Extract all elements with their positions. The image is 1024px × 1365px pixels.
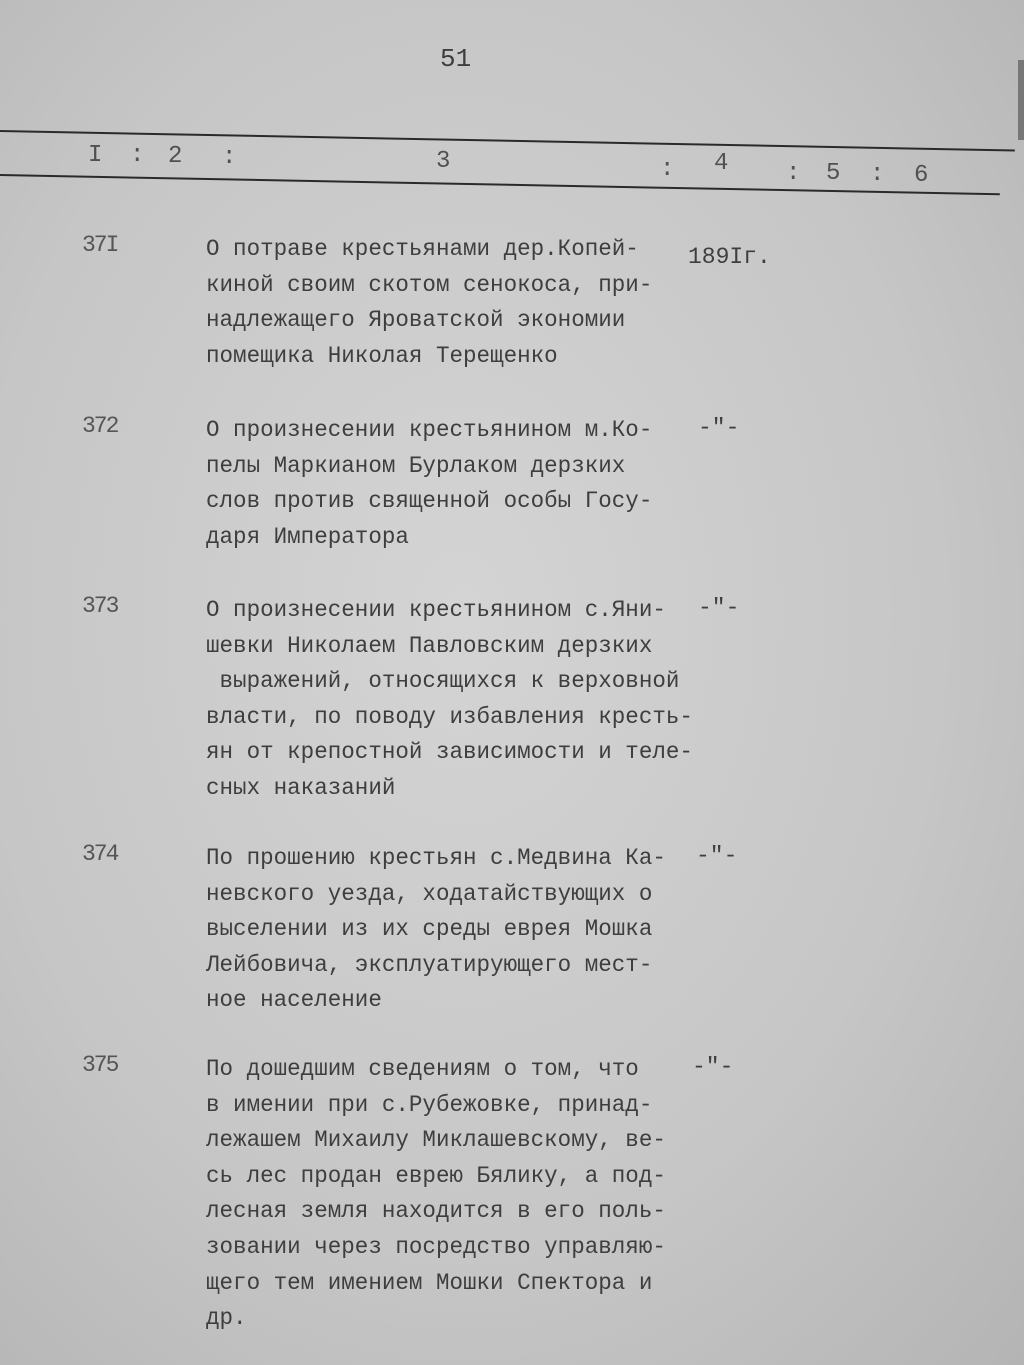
description-line: По прошению крестьян с.Медвина Ка-	[206, 845, 666, 871]
description-line: зовании через посредство управляю-	[206, 1233, 666, 1260]
description-line: О произнесении крестьянином с.Яни-	[206, 597, 666, 623]
column-header-4: 4	[714, 150, 729, 177]
description-line: ное население	[206, 987, 382, 1014]
description-line: выражений, относящихся к верховной	[206, 668, 680, 695]
column-separator: :	[222, 144, 237, 171]
column-separator: :	[870, 161, 885, 188]
description-line: даря Императора	[206, 523, 409, 550]
description-line: О потраве крестьянами дер.Копей-	[206, 236, 639, 262]
entry-description	[206, 1052, 666, 1337]
description-line: слов против священной особы Госу-	[206, 488, 653, 515]
column-header-2: 2	[168, 143, 183, 170]
column-separator: :	[786, 160, 801, 187]
description-line: По дошедшим сведениям о том, что	[206, 1056, 639, 1082]
description-line: лесная земля находится в его поль-	[206, 1198, 666, 1225]
entry-number: 374	[82, 841, 118, 867]
entry-description	[206, 232, 652, 374]
description-line: сь лес продан еврею Бялику, а под-	[206, 1162, 666, 1189]
column-separator: :	[660, 156, 675, 183]
description-line: в имении при с.Рубежовке, принад-	[206, 1091, 653, 1118]
column-header-1: I	[88, 142, 103, 169]
entry-date: -"-	[696, 843, 738, 869]
entry-number: 37I	[82, 232, 118, 258]
entry-description	[206, 841, 666, 1019]
description-line: власти, по поводу избавления кресть-	[206, 703, 693, 730]
entry-number: 372	[82, 413, 118, 439]
column-header-3: 3	[436, 148, 451, 175]
entry-description	[206, 413, 652, 555]
page-edge	[1018, 60, 1024, 140]
entry-number: 373	[82, 593, 118, 619]
column-separator: :	[130, 142, 145, 169]
description-line: Лейбовича, эксплуатирующего мест-	[206, 951, 653, 978]
description-line: ян от крепостной зависимости и теле-	[206, 739, 693, 766]
description-line: др.	[206, 1305, 247, 1332]
entry-date: -"-	[698, 415, 740, 441]
entry-date: -"-	[692, 1054, 734, 1080]
description-line: лежашем Михаилу Миклашевскому, ве-	[206, 1127, 666, 1154]
column-header-5: 5	[826, 160, 841, 187]
description-line: киной своим скотом сенокоса, при-	[206, 271, 653, 298]
description-line: О произнесении крестьянином м.Ко-	[206, 417, 653, 443]
entry-number: 375	[82, 1052, 118, 1078]
entry-description	[206, 593, 693, 807]
header-rule-bottom	[0, 174, 1000, 195]
header-rule-top	[0, 130, 1015, 151]
description-line: пелы Маркианом Бурлаком дерзких	[206, 452, 626, 479]
entry-date: 189Iг.	[688, 244, 771, 270]
description-line: помещика Николая Терещенко	[206, 342, 558, 369]
description-line: щего тем имением Мошки Спектора и	[206, 1269, 653, 1296]
column-header-6: 6	[914, 162, 929, 189]
page-number: 51	[440, 44, 472, 74]
description-line: шевки Николаем Павловским дерзких	[206, 632, 653, 659]
description-line: надлежащего Яроватской экономии	[206, 307, 626, 334]
description-line: невского уезда, ходатайствующих о	[206, 880, 653, 907]
entry-date: -"-	[698, 595, 740, 621]
description-line: выселении из их среды еврея Мошка	[206, 916, 653, 943]
description-line: сных наказаний	[206, 774, 396, 801]
